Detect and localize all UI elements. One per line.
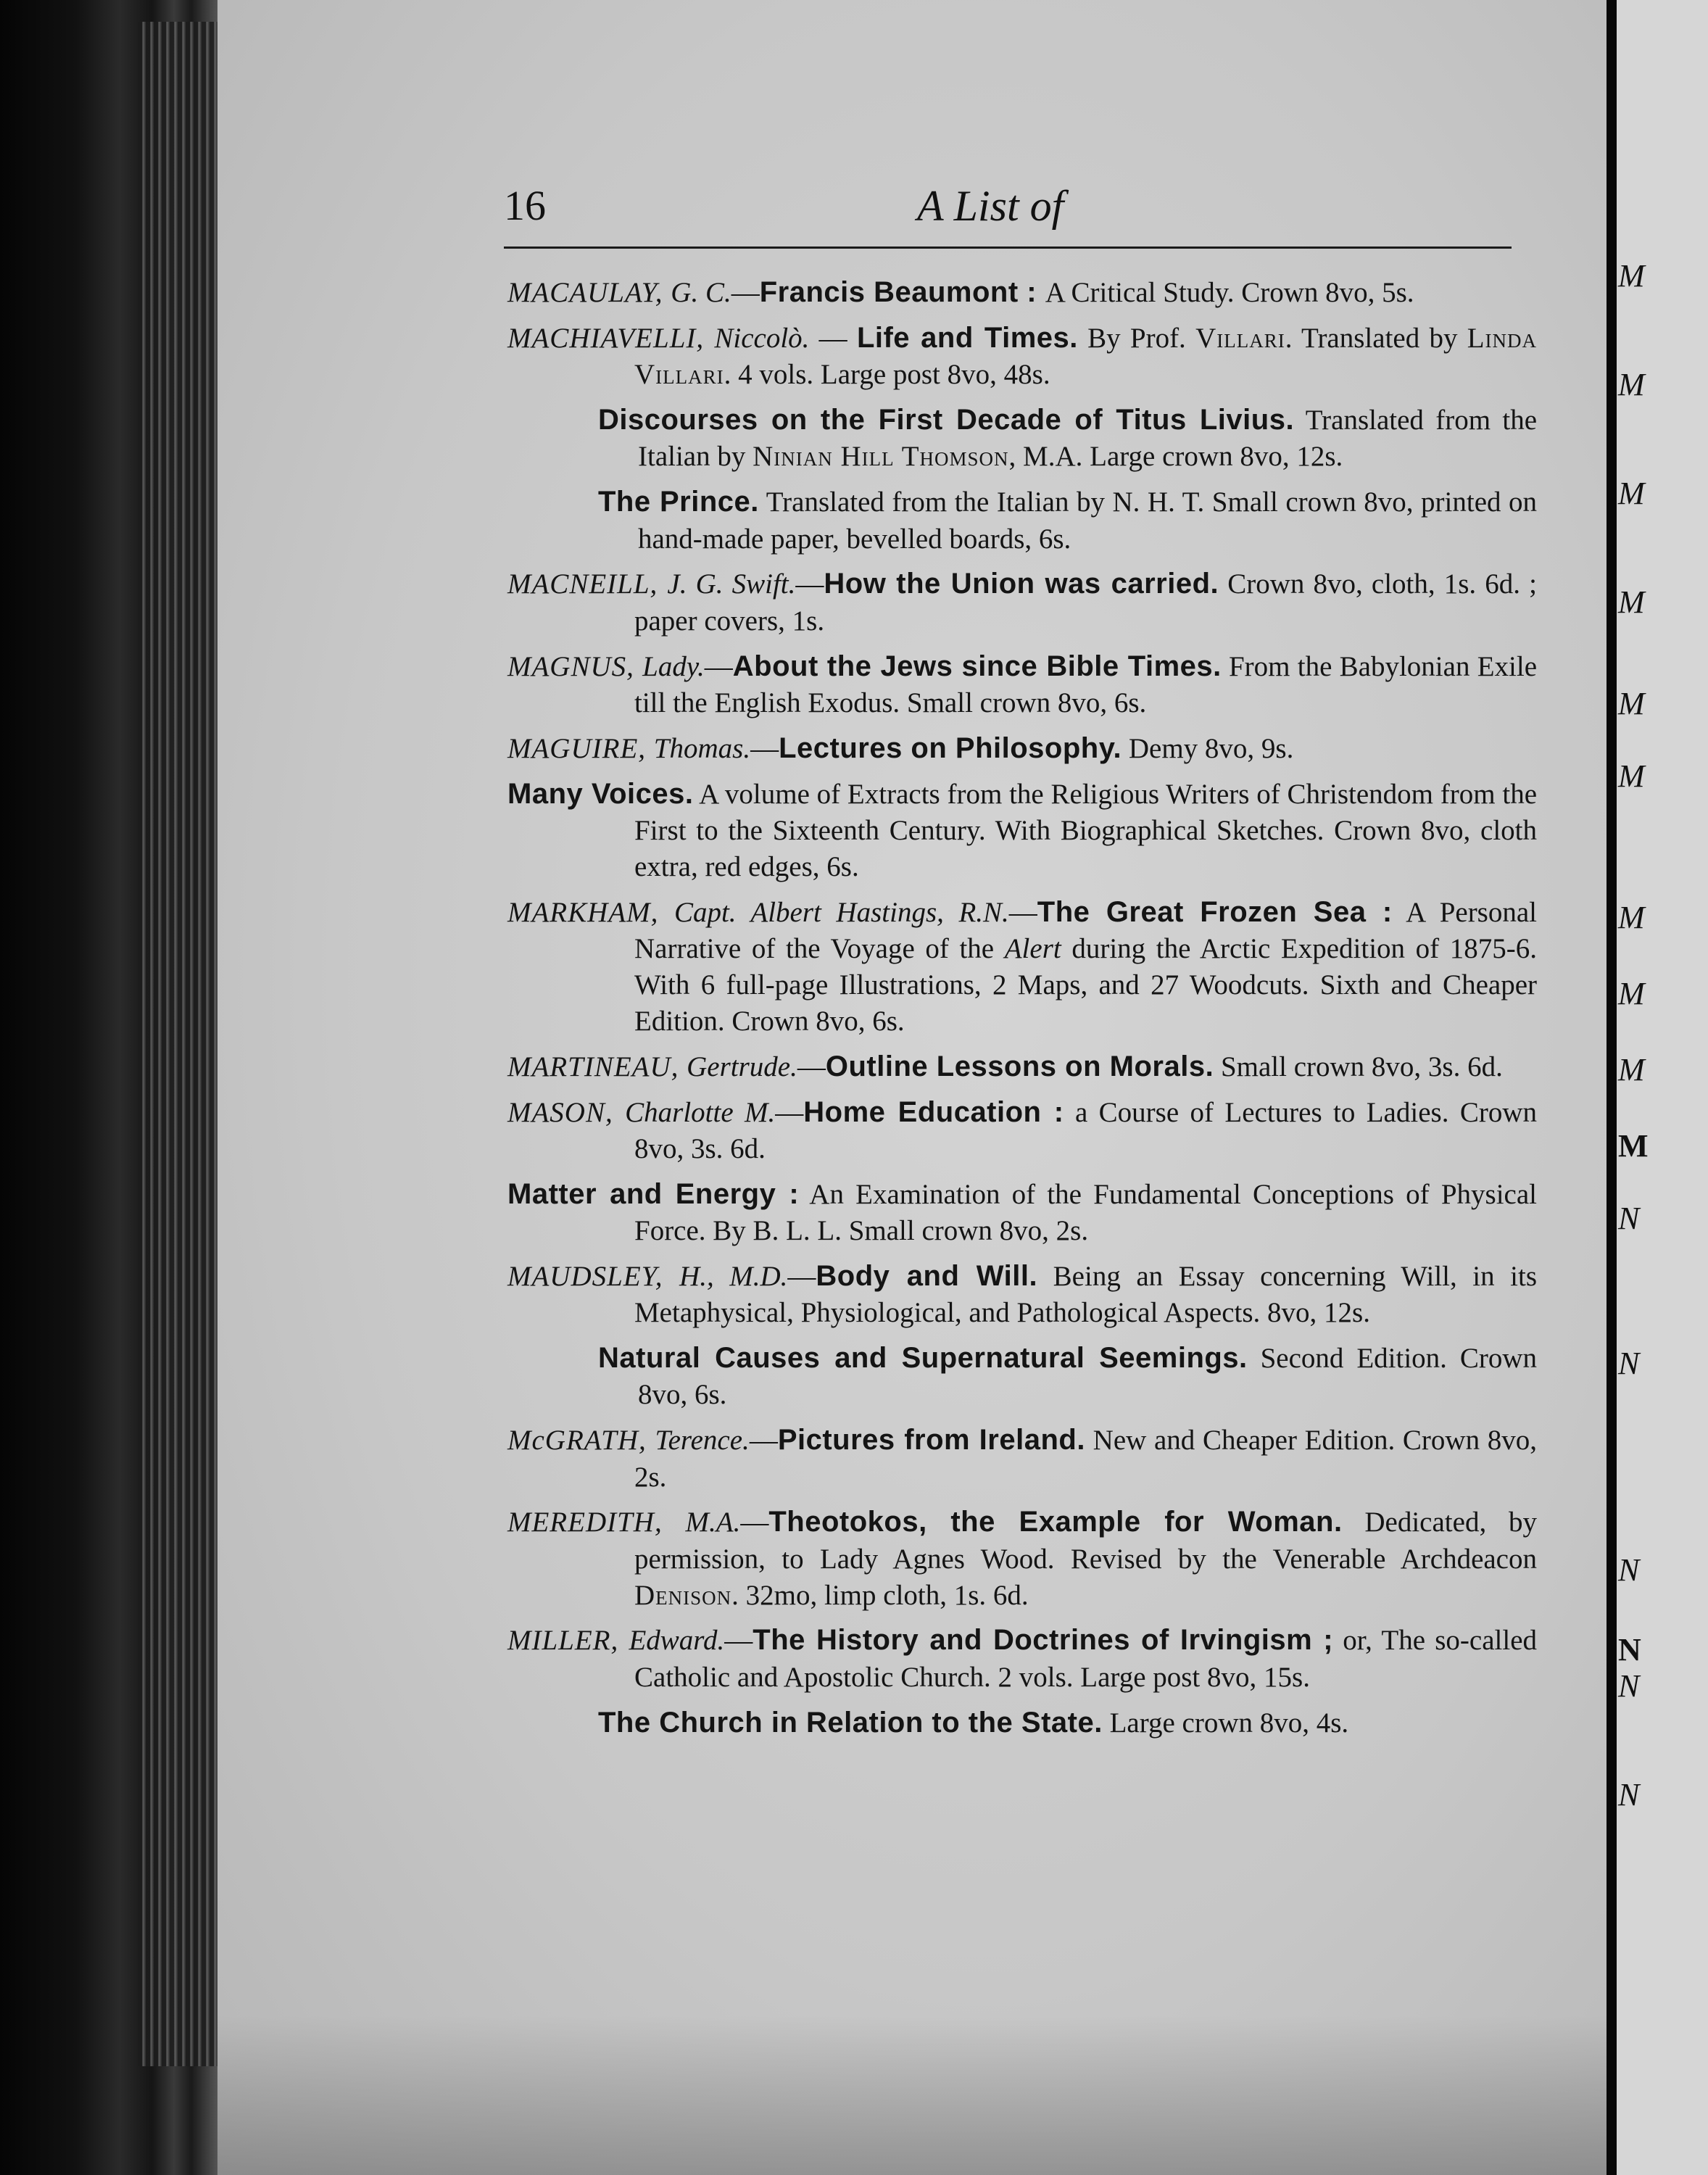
entry-author: MACNEILL, [507, 568, 668, 600]
entry-name-smallcaps: Linda Villari [634, 323, 1538, 391]
entry-name-smallcaps: Villari [1195, 323, 1285, 355]
entry-description: . Translated by [1285, 323, 1467, 355]
edge-letter: N [1618, 1777, 1640, 1812]
entry-author: MEREDITH, [507, 1507, 686, 1538]
edge-letter: M [1618, 976, 1645, 1011]
entry-description: From the Babylonian Exile till the English Exodus. Small crown 8vo, 6s. [634, 650, 1538, 718]
catalogue-subentry [587, 1340, 1537, 1413]
entry-description: or, The so-called Catholic and Apostolic Church. 2 vols. Large post 8vo, 15s. [634, 1625, 1538, 1693]
catalogue-entry [507, 1422, 1537, 1495]
entry-title: How the Union was carried. [824, 568, 1219, 600]
entry-description: Demy 8vo, 9s. [1122, 732, 1294, 764]
entry-dash: — [775, 1096, 804, 1128]
edge-letter: M [1618, 584, 1645, 620]
catalogue-entry [507, 566, 1537, 639]
entry-title: Home Education : [803, 1095, 1064, 1128]
entry-title: The History and Doctrines of Irvingism ; [753, 1624, 1334, 1657]
entry-author-first: Thomas. [653, 732, 751, 764]
entry-title: Matter and Energy : [507, 1178, 800, 1211]
catalogue-subentry [587, 484, 1537, 557]
catalogue-entries [507, 274, 1537, 1750]
entry-description: An Examination of the Fundamental Conceptions of Physical Force. By B. L. L. Small crown 8vo, 2s. [634, 1179, 1538, 1247]
catalogue-entry [507, 1504, 1537, 1613]
entry-description: Large crown 8vo, 4s. [1102, 1707, 1349, 1739]
entry-title: About the Jews since Bible Times. [732, 650, 1222, 682]
page-header [504, 181, 1512, 249]
page-edges [138, 22, 217, 2066]
entry-author-first: J. G. Swift. [667, 568, 796, 600]
entry-italic-word: Alert [1004, 933, 1061, 965]
entry-description: Second Edition. Crown 8vo, 6s. [638, 1343, 1537, 1411]
entry-author: MAUDSLEY, [507, 1261, 680, 1293]
entry-description: A Critical Study. Crown 8vo, 5s. [1045, 277, 1414, 308]
running-head: A List of [917, 182, 1064, 230]
entry-title: Outline Lessons on Morals. [825, 1050, 1214, 1082]
catalogue-subentry [587, 1704, 1537, 1741]
edge-letter: M [1618, 1052, 1645, 1088]
entry-description: Dedicated, by permission, to Lady Agnes Wood. Revised by the Venerable Archdeacon [634, 1507, 1538, 1575]
entry-title: Lectures on Philosophy. [779, 732, 1122, 764]
catalogue-entry [507, 1622, 1537, 1695]
entry-description: Being an Essay concerning Will, in its Metaphysical, Physiological, and Pathological Aspects. 8vo, 12s. [634, 1261, 1537, 1329]
entry-dash: — [797, 1051, 826, 1082]
edge-letter: M [1618, 900, 1645, 935]
entry-title: The Prince. [598, 486, 759, 518]
entry-author: MAGUIRE, [507, 732, 654, 764]
edge-letter: M [1618, 258, 1645, 294]
edge-letter: N [1618, 1668, 1640, 1704]
catalogue-entry [507, 894, 1537, 1040]
page-shadow [217, 2016, 1609, 2175]
entry-description: a Course of Lectures to Ladies. Crown 8vo, 3s. 6d. [634, 1096, 1537, 1165]
entry-dash: — [787, 1261, 816, 1293]
edge-letter: M [1618, 367, 1645, 402]
gutter [1607, 0, 1617, 2175]
entry-name-smallcaps: Denison [634, 1579, 732, 1611]
entry-author: MASON, [507, 1096, 626, 1128]
entry-description: Translated from the Italian by [638, 405, 1538, 473]
entry-author-first: H., M.D. [679, 1261, 788, 1293]
entry-description: Small crown 8vo, 3s. 6d. [1214, 1051, 1503, 1082]
catalogue-entry [507, 1176, 1537, 1249]
entry-description: , M.A. Large crown 8vo, 12s. [1008, 441, 1343, 473]
entry-author-first: Niccolò. [714, 323, 810, 355]
catalogue-entry [507, 776, 1537, 885]
entry-author-first: G. C. [671, 277, 731, 308]
entry-description: during the Arctic Expedition of 1875-6. With 6 full-page Illustrations, 2 Maps, and 27 Woodcuts. Sixth and Cheaper Edition. Crown 8vo, 6s. [634, 933, 1538, 1037]
entry-author-first: M.A. [685, 1507, 741, 1538]
entry-dash: — [704, 650, 733, 682]
entry-description: Crown 8vo, cloth, 1s. 6d. ; paper covers, 1s. [634, 568, 1537, 637]
entry-author: MACHIAVELLI, [507, 323, 715, 355]
edge-letter: M [1618, 1128, 1649, 1164]
catalogue-entry [507, 1094, 1537, 1167]
catalogue-entry [507, 320, 1537, 393]
catalogue-subentry [587, 402, 1537, 475]
entry-author-first: Gertrude. [687, 1051, 797, 1082]
entry-author-first: Capt. Albert Hastings, R.N. [673, 896, 1009, 928]
entry-title: Theotokos, the Example for Woman. [768, 1506, 1343, 1538]
edge-letter: N [1618, 1632, 1641, 1668]
entry-dash: — [749, 1425, 778, 1457]
entry-author: MAGNUS, [507, 650, 643, 682]
entry-author: MARKHAM, [507, 896, 674, 928]
entry-title: Life and Times. [856, 322, 1078, 355]
catalogue-entry [507, 648, 1537, 721]
entry-author-first: Charlotte M. [625, 1096, 776, 1128]
entry-description: A Personal Narrative of the Voyage of the [634, 896, 1537, 965]
edge-letter: N [1618, 1201, 1640, 1236]
catalogue-entry [507, 730, 1537, 767]
entry-author-first: Terence. [655, 1425, 750, 1457]
entry-author: MILLER, [507, 1625, 629, 1657]
entry-description: . 32mo, limp cloth, 1s. 6d. [731, 1579, 1029, 1611]
entry-description: By Prof. [1077, 323, 1196, 355]
entry-dash: — [809, 323, 857, 355]
entry-author-first: Lady. [642, 650, 705, 682]
entry-title: Discourses on the First Decade of Titus Livius. [598, 404, 1295, 436]
entry-description: New and Cheaper Edition. Crown 8vo, 2s. [634, 1425, 1538, 1493]
entry-description: . 4 vols. Large post 8vo, 48s. [724, 359, 1050, 391]
catalogue-entry [507, 1048, 1537, 1085]
entry-dash: — [724, 1625, 753, 1657]
entry-description: A volume of Extracts from the Religious Writers of Christendom from the First to the Sixteenth Century. With Biographical Sketches. Crown 8vo, cloth extra, red edges, 6s. [634, 778, 1537, 882]
entry-title: Francis Beaumont : [759, 276, 1045, 308]
entry-author: MACAULAY, [507, 277, 671, 308]
catalogue-entry [507, 274, 1537, 311]
entry-dash: — [795, 568, 824, 600]
entry-title: Body and Will. [816, 1260, 1038, 1293]
edge-letter: N [1618, 1346, 1640, 1381]
edge-letter: M [1618, 476, 1645, 511]
entry-name-smallcaps: Ninian Hill Thomson [753, 441, 1009, 473]
edge-letter: M [1618, 758, 1645, 794]
entry-dash: — [740, 1507, 769, 1538]
entry-description: Translated from the Italian by N. H. T. Small crown 8vo, printed on hand-made paper, bevelled boards, 6s. [638, 486, 1538, 555]
catalogue-entry [507, 1258, 1537, 1331]
entry-title: The Great Frozen Sea : [1037, 895, 1393, 928]
page-number: 16 [504, 182, 546, 229]
entry-author-first: Edward. [629, 1625, 725, 1657]
entry-dash: — [750, 732, 779, 764]
entry-dash: — [1008, 896, 1037, 928]
entry-title: Many Voices. [507, 777, 694, 810]
entry-author: MARTINEAU, [507, 1051, 687, 1082]
entry-dash: — [731, 277, 760, 308]
entry-author: McGRATH, [507, 1425, 655, 1457]
edge-letter: N [1618, 1552, 1640, 1588]
entry-title: Pictures from Ireland. [777, 1424, 1085, 1457]
next-page-edge [1617, 0, 1708, 2175]
edge-letter: M [1618, 686, 1645, 721]
entry-title: The Church in Relation to the State. [598, 1706, 1103, 1739]
entry-title: Natural Causes and Supernatural Seemings. [598, 1342, 1248, 1375]
